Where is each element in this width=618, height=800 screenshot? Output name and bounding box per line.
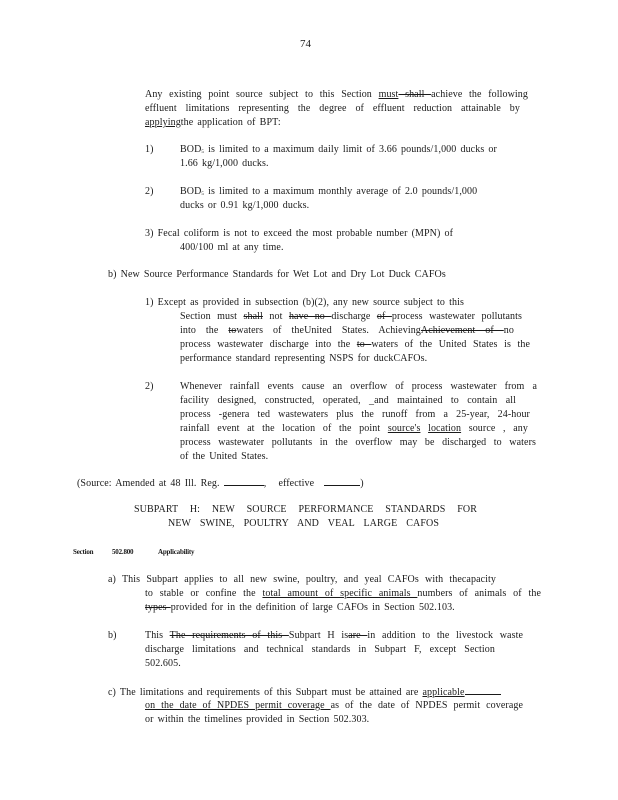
source-note: (Source: Amended at 48 Ill. Reg. , effective ): [77, 478, 364, 489]
section-b-number: b): [108, 630, 117, 641]
section-b-line-1: This The requirements of this Subpart H isare in addition to the livestock waste: [145, 630, 523, 641]
section-title: Applicability: [158, 548, 195, 556]
section-a-line-2: to stable or confine the total amount of specific animals numbers of animals of the: [145, 588, 541, 599]
b1-line-5: performance standard representing NSPS for duckCAFOs.: [180, 353, 428, 364]
section-c-line-1: c) The limitations and requirements of this Subpart must be attained are applicable: [108, 685, 501, 700]
intro-line-2: effluent limitations representing the degree of effluent reduction attainable by: [145, 103, 520, 114]
item-3-line-1: 3) Fecal coliform is not to exceed the most probable number (MPN) of: [145, 228, 454, 239]
b1-line-3: into the towaters of theUnited States. AchievingAchievement of no: [180, 325, 514, 336]
section-a-line-3: types provided for in the definition of large CAFOs in Section 502.103.: [145, 602, 455, 613]
section-number: 502.800: [112, 548, 134, 556]
item-2-line-1: $BOD_5$ is limited to a maximum monthly average of 2.0 pounds/1,000: [180, 186, 478, 197]
b2-line-5: process wastewater pollutants in the overflow may be discharged to waters: [180, 437, 536, 448]
subpart-heading-line-2: NEW SWINE, POULTRY AND VEAL LARGE CAFOS: [168, 518, 439, 529]
item-1-line-2: 1.66 kg/1,000 ducks.: [180, 158, 269, 169]
b2-line-6: of the United States.: [180, 451, 269, 462]
section-c-line-3: or within the timelines provided in Section 502.303.: [145, 714, 370, 725]
section-label: Section: [73, 548, 94, 556]
section-c-underline-blank: [465, 685, 501, 695]
source-effective-blank: [324, 476, 360, 486]
intro-line-3: applyingthe application of BPT:: [145, 117, 281, 128]
intro-line-1: Any existing point source subject to this Section must shall achieve the following: [145, 89, 528, 100]
b2-number: 2): [145, 381, 154, 392]
b2-line-2: facility designed, constructed, operated, _and maintained to contain all: [180, 395, 516, 406]
section-b-line-3: 502.605.: [145, 658, 181, 669]
item-2-line-2: ducks or 0.91 kg/1,000 ducks.: [180, 200, 310, 211]
b2-line-1: Whenever rainfall events cause an overflow of process wastewater from a: [180, 381, 537, 392]
section-c-line-2: on the date of NPDES permit coverage as of the date of NPDES permit coverage: [145, 700, 524, 711]
page-number: 74: [300, 38, 311, 50]
b1-line-2: Section must shall not have no discharge of process wastewater pollutants: [180, 311, 522, 322]
section-a-line-1: a) This Subpart applies to all new swine, poultry, and yeal CAFOs with thecapacity: [108, 574, 496, 585]
item-3-line-2: 400/100 ml at any time.: [180, 242, 284, 253]
source-reg-blank: [224, 476, 264, 486]
item-2-number: 2): [145, 186, 154, 197]
subpart-heading-line-1: SUBPART H: NEW SOURCE PERFORMANCE STANDARDS FOR: [134, 504, 477, 515]
section-b-line-2: discharge limitations and technical standards in Subpart F, except Section: [145, 644, 495, 655]
b2-line-3: process -genera ted wastewaters plus the runoff from a 25-year, 24-hour: [180, 409, 530, 420]
item-1-line-1: $BOD_5$ is limited to a maximum daily limit of 3.66 pounds/1,000 ducks or: [180, 144, 497, 155]
b1-line-4: process wastewater discharge into the to waters of the United States is the: [180, 339, 530, 350]
item-1-number: 1): [145, 144, 154, 155]
subsection-b-heading: b) New Source Performance Standards for Wet Lot and Dry Lot Duck CAFOs: [108, 269, 446, 280]
b1-line-1: 1) Except as provided in subsection (b)(2), any new source subject to this: [145, 297, 464, 308]
b2-line-4: rainfall event at the location of the point source's location source , any: [180, 423, 528, 434]
